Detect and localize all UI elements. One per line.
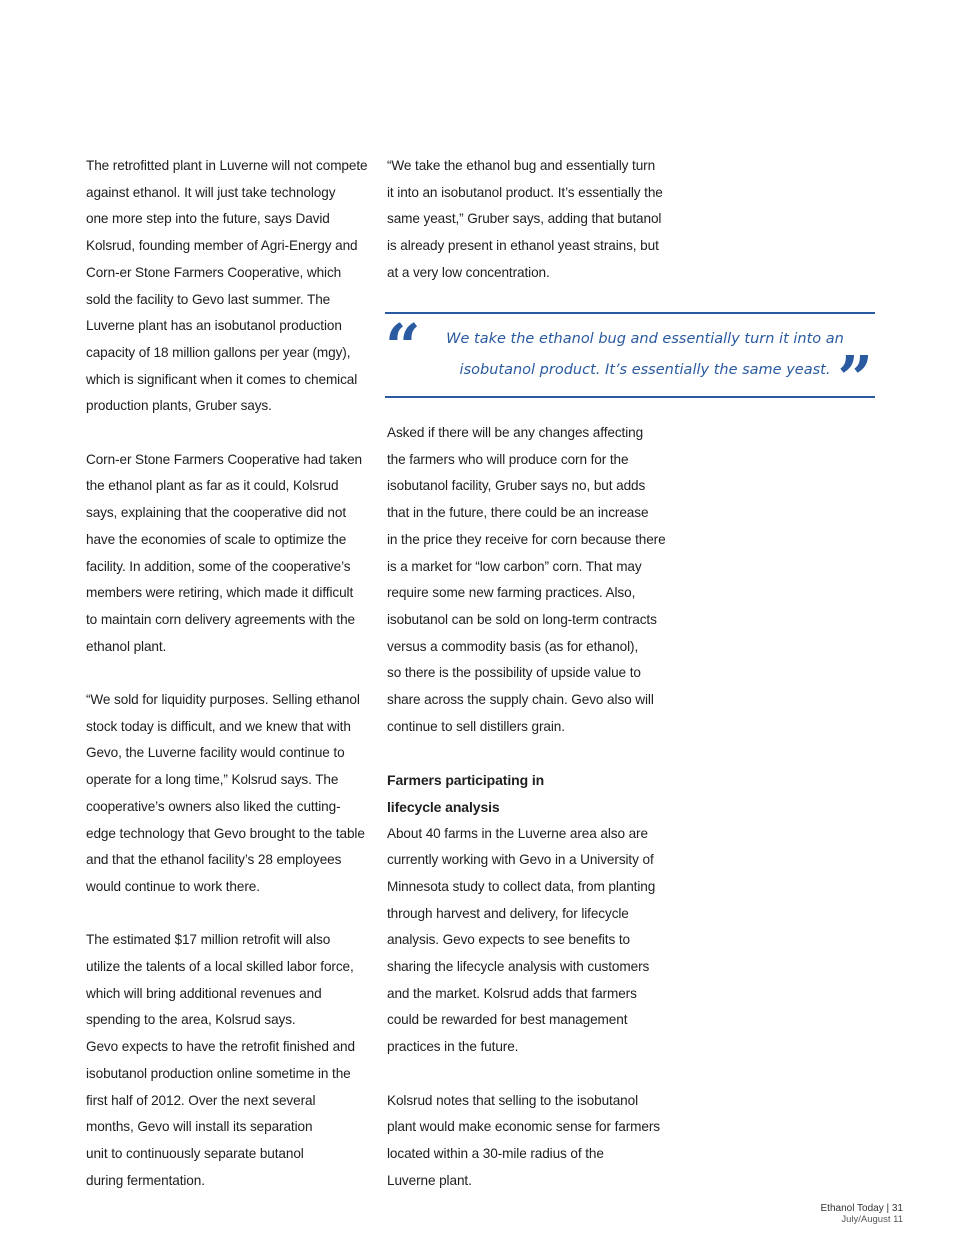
text-line: “We sold for liquidity purposes. Selling ethanol (86, 692, 360, 708)
text-line: isobutanol can be sold on long-term contracts (387, 611, 657, 627)
close-quote-icon: ” (837, 342, 873, 415)
paragraph-gap (86, 901, 358, 928)
text-line: cooperative’s owners also liked the cutting- (86, 798, 341, 814)
text-line: so there is the possibility of upside value to (387, 665, 641, 681)
text-line: Kolsrud, founding member of Agri-Energy and (86, 238, 358, 254)
pull-quote (385, 310, 875, 415)
text-line: Minnesota study to collect data, from planting (387, 878, 656, 894)
paragraph-gap (86, 660, 358, 687)
text-line: same yeast,” Gruber says, adding that butanol (387, 211, 662, 227)
text-line: which is significant when it comes to chemical (86, 371, 358, 387)
pull-quote-text (445, 324, 845, 386)
text-line: plant would make economic sense for farmers (387, 1119, 660, 1135)
text-line: through harvest and delivery, for lifecycle (387, 905, 629, 921)
text-line: against ethanol. It will just take technology (86, 184, 336, 200)
footer-issue: July/August 11 (841, 1214, 903, 1225)
text-line: one more step into the future, says David (86, 211, 330, 227)
left-column (86, 153, 368, 1194)
text-line: Luverne plant has an isobutanol production (86, 318, 342, 334)
text-line: ethanol plant. (86, 638, 167, 654)
pull-quote-line: isobutanol product. It’s essentially the same yeast. (459, 362, 831, 378)
text-line: Corn-er Stone Farmers Cooperative, which (86, 264, 342, 280)
text-line: spending to the area, Kolsrud says. (86, 1012, 296, 1028)
text-line: and the market. Kolsrud adds that farmers (387, 985, 637, 1001)
text-line: which will bring additional revenues and (86, 985, 322, 1001)
text-line: facility. In addition, some of the cooperative’s (86, 558, 351, 574)
text-line: in the price they receive for corn because there (387, 531, 666, 547)
text-line: The estimated $17 million retrofit will also (86, 932, 331, 948)
text-line: Gevo expects to have the retrofit finished and (86, 1039, 355, 1055)
text-line: stock today is difficult, and we knew that with (86, 718, 351, 734)
text-line: at a very low concentration. (387, 264, 550, 280)
page-footer (821, 1203, 903, 1225)
text-line: sharing the lifecycle analysis with customers (387, 959, 650, 975)
text-line: have the economies of scale to optimize the (86, 531, 347, 547)
text-line: isobutanol facility, Gruber says no, but adds (387, 478, 646, 494)
text-line: Asked if there will be any changes affecting (387, 425, 644, 440)
text-line: production plants, Gruber says. (86, 398, 272, 414)
text-line: continue to sell distillers grain. (387, 718, 565, 734)
text-line: that in the future, there could be an increase (387, 505, 649, 521)
text-line: About 40 farms in the Luverne area also are (387, 825, 648, 841)
text-line: “We take the ethanol bug and essentially turn (387, 158, 656, 173)
text-line: located within a 30-mile radius of the (387, 1145, 604, 1161)
text-line: to maintain corn delivery agreements with the (86, 611, 356, 627)
text-line: analysis. Gevo expects to see benefits to (387, 932, 630, 948)
text-line: could be rewarded for best management (387, 1012, 628, 1028)
pull-quote-line: We take the ethanol bug and essentially turn it into an (446, 331, 844, 347)
text-line: is a market for “low carbon” corn. That may (387, 558, 642, 574)
text-line: members were retiring, which made it difficult (86, 585, 354, 601)
text-line: Luverne plant. (387, 1172, 472, 1188)
text-line: currently working with Gevo in a University of (387, 852, 654, 868)
text-line: require some new farming practices. Also, (387, 585, 636, 601)
text-line: the ethanol plant as far as it could, Kolsrud (86, 478, 339, 494)
paragraph-gap (387, 1061, 659, 1088)
text-line: share across the supply chain. Gevo also will (387, 692, 654, 708)
text-line: versus a commodity basis (as for ethanol), (387, 638, 639, 654)
text-line: unit to continuously separate butanol (86, 1145, 304, 1161)
footer-publication: Ethanol Today | 31 (820, 1203, 903, 1214)
text-line: capacity of 18 million gallons per year (mgy), (86, 344, 351, 360)
text-line: Gevo, the Luverne facility would continue to (86, 745, 345, 761)
text-line: says, explaining that the cooperative did not (86, 505, 346, 521)
text-line: practices in the future. (387, 1039, 519, 1055)
paragraph-gap (86, 420, 358, 447)
text-line: Kolsrud notes that selling to the isobutanol (387, 1092, 639, 1108)
text-line: it into an isobutanol product. It’s essentially the (387, 184, 663, 200)
text-line: months, Gevo will install its separation (86, 1119, 313, 1135)
text-line: edge technology that Gevo brought to the table (86, 825, 365, 841)
text-line: during fermentation. (86, 1172, 205, 1188)
right-column-continued (387, 420, 666, 1194)
text-line: would continue to work there. (86, 878, 260, 894)
text-line: operate for a long time,” Kolsrud says. The (86, 772, 339, 788)
paragraph-gap (387, 740, 659, 767)
text-line: the farmers who will produce corn for the (387, 451, 629, 467)
open-quote-icon: “ (385, 310, 421, 383)
subhead-line: lifecycle analysis (387, 798, 500, 815)
text-line: sold the facility to Gevo last summer. The (86, 291, 331, 307)
subhead-line: Farmers participating in (387, 772, 545, 789)
text-line: utilize the talents of a local skilled labor force, (86, 959, 354, 975)
text-line: Corn-er Stone Farmers Cooperative had taken (86, 451, 363, 467)
text-line: isobutanol production online sometime in the (86, 1065, 351, 1081)
text-line: The retrofitted plant in Luverne will not compete (86, 158, 368, 173)
right-column (387, 153, 663, 287)
text-line: first half of 2012. Over the next several (86, 1092, 316, 1108)
text-line: and that the ethanol facility’s 28 employees (86, 852, 342, 868)
text-line: is already present in ethanol yeast strains, but (387, 238, 659, 254)
